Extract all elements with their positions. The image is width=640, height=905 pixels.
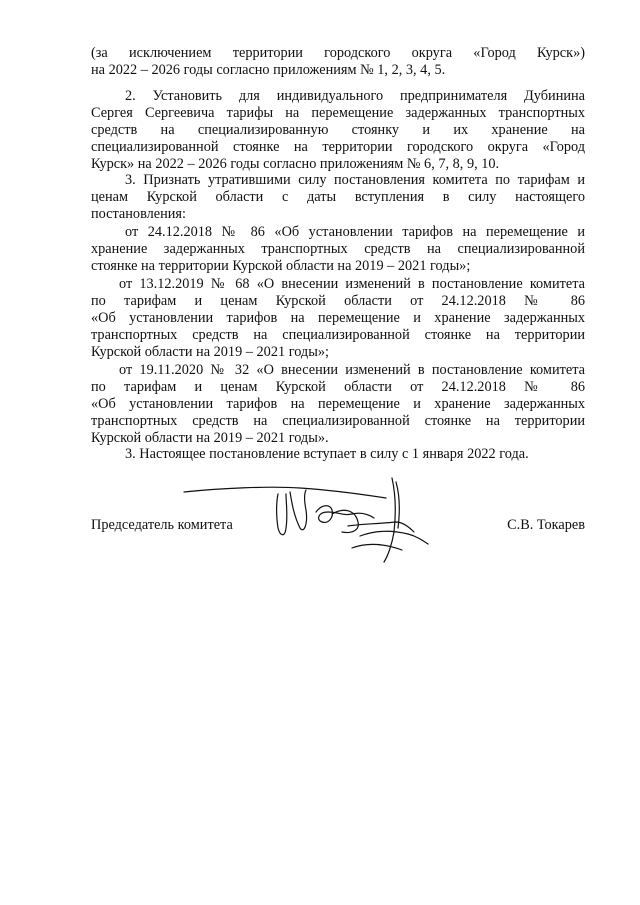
text-line: от 24.12.2018 № 86 «Об установлении тарифов на перемещение и (125, 224, 585, 240)
text-line: от 19.11.2020 № 32 «О внесении изменений в постановление комитета (119, 362, 585, 378)
signatory-name: С.В. Токарев (507, 517, 585, 533)
text-line: Курской области на 2019 – 2021 годы». (91, 430, 329, 446)
text-line: «Об установлении тарифов на перемещение и хранение задержанных (91, 396, 585, 412)
paragraph-effective-date (91, 446, 585, 463)
repealed-item-2 (91, 276, 585, 361)
signature-block (91, 516, 585, 534)
text-line: Сергея Сергеевича тарифы на перемещение задержанных транспортных (91, 105, 585, 121)
text-line: средств на специализированную стоянку и их хранение на (91, 122, 585, 138)
text-line: постановления: (91, 206, 186, 222)
text-line: «Об установлении тарифов на перемещение и хранение задержанных (91, 310, 585, 326)
signatory-position: Председатель комитета (91, 517, 233, 533)
paragraph-2 (91, 88, 585, 173)
repealed-item-1 (91, 224, 585, 275)
paragraph-1-continuation (91, 45, 585, 79)
repealed-item-3 (91, 362, 585, 447)
paragraph-3 (91, 172, 585, 223)
text-line: стоянке на территории Курской области на 2019 – 2021 годы»; (91, 258, 471, 274)
text-line: хранение задержанных транспортных средств на специализированной (91, 241, 585, 257)
text-line: 3. Признать утратившими силу постановления комитета по тарифам и (125, 172, 585, 188)
text-line: Курской области на 2019 – 2021 годы»; (91, 344, 329, 360)
text-line: на 2022 – 2026 годы согласно приложениям № 1, 2, 3, 4, 5. (91, 62, 446, 78)
text-line: 3. Настоящее постановление вступает в силу с 1 января 2022 года. (125, 446, 529, 462)
text-line: по тарифам и ценам Курской области от 24.12.2018 № 86 (91, 379, 585, 395)
text-line: 2. Установить для индивидуального предпринимателя Дубинина (125, 88, 585, 104)
text-line: специализированной стоянке на территории городского округа «Город (91, 139, 585, 155)
text-line: (за исключением территории городского округа «Город Курск») (91, 45, 585, 61)
text-line: транспортных средств на специализированной стоянке на территории (91, 413, 585, 429)
text-line: ценам Курской области с даты вступления в силу настоящего (91, 189, 585, 205)
text-line: по тарифам и ценам Курской области от 24.12.2018 № 86 (91, 293, 585, 309)
text-line: транспортных средств на специализированной стоянке на территории (91, 327, 585, 343)
text-line: от 13.12.2019 № 68 «О внесении изменений в постановление комитета (119, 276, 585, 292)
text-line: Курск» на 2022 – 2026 годы согласно приложениям № 6, 7, 8, 9, 10. (91, 156, 500, 172)
